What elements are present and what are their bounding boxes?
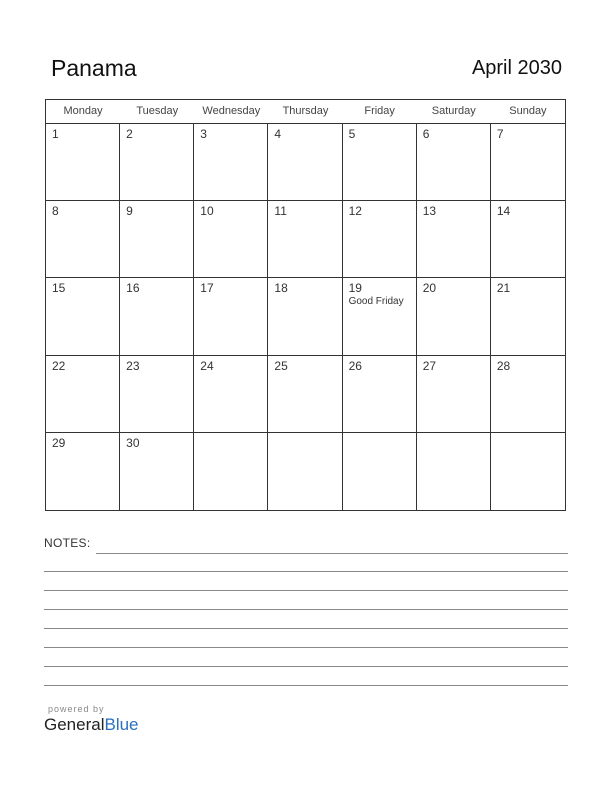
day-cell <box>417 356 491 433</box>
day-number: 10 <box>200 204 214 219</box>
notes-line <box>44 647 568 648</box>
day-cell <box>491 356 565 433</box>
day-cell <box>343 124 417 201</box>
month-title: April 2030 <box>471 57 562 79</box>
day-cell <box>120 433 194 510</box>
day-cell <box>194 201 268 278</box>
day-number: 5 <box>348 127 356 141</box>
notes-line <box>44 685 568 686</box>
day-cell <box>120 201 194 278</box>
day-cell <box>268 201 342 278</box>
day-cell <box>268 124 342 201</box>
day-cell <box>343 201 417 278</box>
notes-label: NOTES: <box>44 536 91 550</box>
day-number: 12 <box>348 204 362 219</box>
day-number: 18 <box>274 281 288 296</box>
day-cell <box>491 278 565 355</box>
day-cell <box>120 356 194 433</box>
day-cell <box>268 433 342 510</box>
weekday-thursday: Thursday <box>282 105 329 117</box>
day-cell <box>491 124 565 201</box>
day-number: 14 <box>496 204 511 219</box>
notes-line <box>44 628 568 629</box>
brand-logo[interactable] <box>44 715 139 735</box>
day-cell <box>194 356 268 433</box>
day-number: 7 <box>496 127 504 141</box>
day-number: 17 <box>200 281 214 296</box>
day-cell <box>417 124 491 201</box>
day-number: 20 <box>422 281 437 296</box>
day-cell <box>194 433 268 510</box>
day-number: 3 <box>200 127 207 141</box>
day-number: 9 <box>126 204 133 219</box>
day-number: 23 <box>126 358 140 373</box>
day-number: 15 <box>52 281 66 296</box>
day-cell <box>46 433 120 510</box>
day-number: 21 <box>496 281 511 296</box>
notes-line <box>44 590 568 591</box>
powered-by-text: powered by <box>48 704 105 714</box>
day-number: 6 <box>422 127 430 141</box>
day-number: 4 <box>274 127 282 141</box>
weekday-wednesday: Wednesday <box>202 105 261 117</box>
day-cell <box>343 433 417 510</box>
weekday-friday: Friday <box>364 105 395 117</box>
day-number: 25 <box>274 358 288 373</box>
day-number: 26 <box>348 358 362 373</box>
notes-line <box>44 666 568 667</box>
day-cell <box>120 124 194 201</box>
day-cell <box>268 356 342 433</box>
brand-general: General <box>44 715 105 734</box>
day-grid <box>46 124 565 510</box>
day-number: 11 <box>274 204 287 219</box>
day-number: 27 <box>422 358 437 373</box>
day-cell <box>46 278 120 355</box>
day-number: 2 <box>126 127 133 141</box>
day-cell <box>491 201 565 278</box>
day-number: 22 <box>52 358 66 373</box>
notes-section <box>44 536 568 553</box>
brand-blue: Blue <box>104 715 139 734</box>
weekday-saturday: Saturday <box>431 105 476 117</box>
day-number: 29 <box>52 435 66 450</box>
day-cell <box>268 278 342 355</box>
day-cell <box>120 278 194 355</box>
day-cell <box>343 356 417 433</box>
day-cell <box>194 124 268 201</box>
day-cell <box>194 278 268 355</box>
day-number: 19 <box>348 281 362 296</box>
day-number: 24 <box>200 358 214 373</box>
day-cell <box>46 356 120 433</box>
day-cell <box>417 201 491 278</box>
weekday-monday: Monday <box>63 105 103 117</box>
day-number: 30 <box>126 435 140 450</box>
day-cell <box>46 201 120 278</box>
brand-footer <box>44 704 139 735</box>
notes-line <box>44 609 568 610</box>
weekday-sunday: Sunday <box>509 105 547 117</box>
day-number: 1 <box>52 127 59 141</box>
day-number: 16 <box>126 281 140 296</box>
calendar-grid <box>45 99 566 511</box>
day-number: 28 <box>496 358 511 373</box>
country-title: Panama <box>51 55 137 81</box>
day-cell <box>491 433 565 510</box>
notes-line <box>44 571 568 572</box>
day-cell <box>343 278 417 355</box>
day-number: 13 <box>422 204 437 219</box>
day-cell <box>417 433 491 510</box>
weekday-tuesday: Tuesday <box>136 105 179 117</box>
day-number: 8 <box>52 204 59 219</box>
day-cell <box>46 124 120 201</box>
day-cell <box>417 278 491 355</box>
holiday-label: Good Friday <box>348 296 404 308</box>
weekday-header-row <box>46 100 565 124</box>
